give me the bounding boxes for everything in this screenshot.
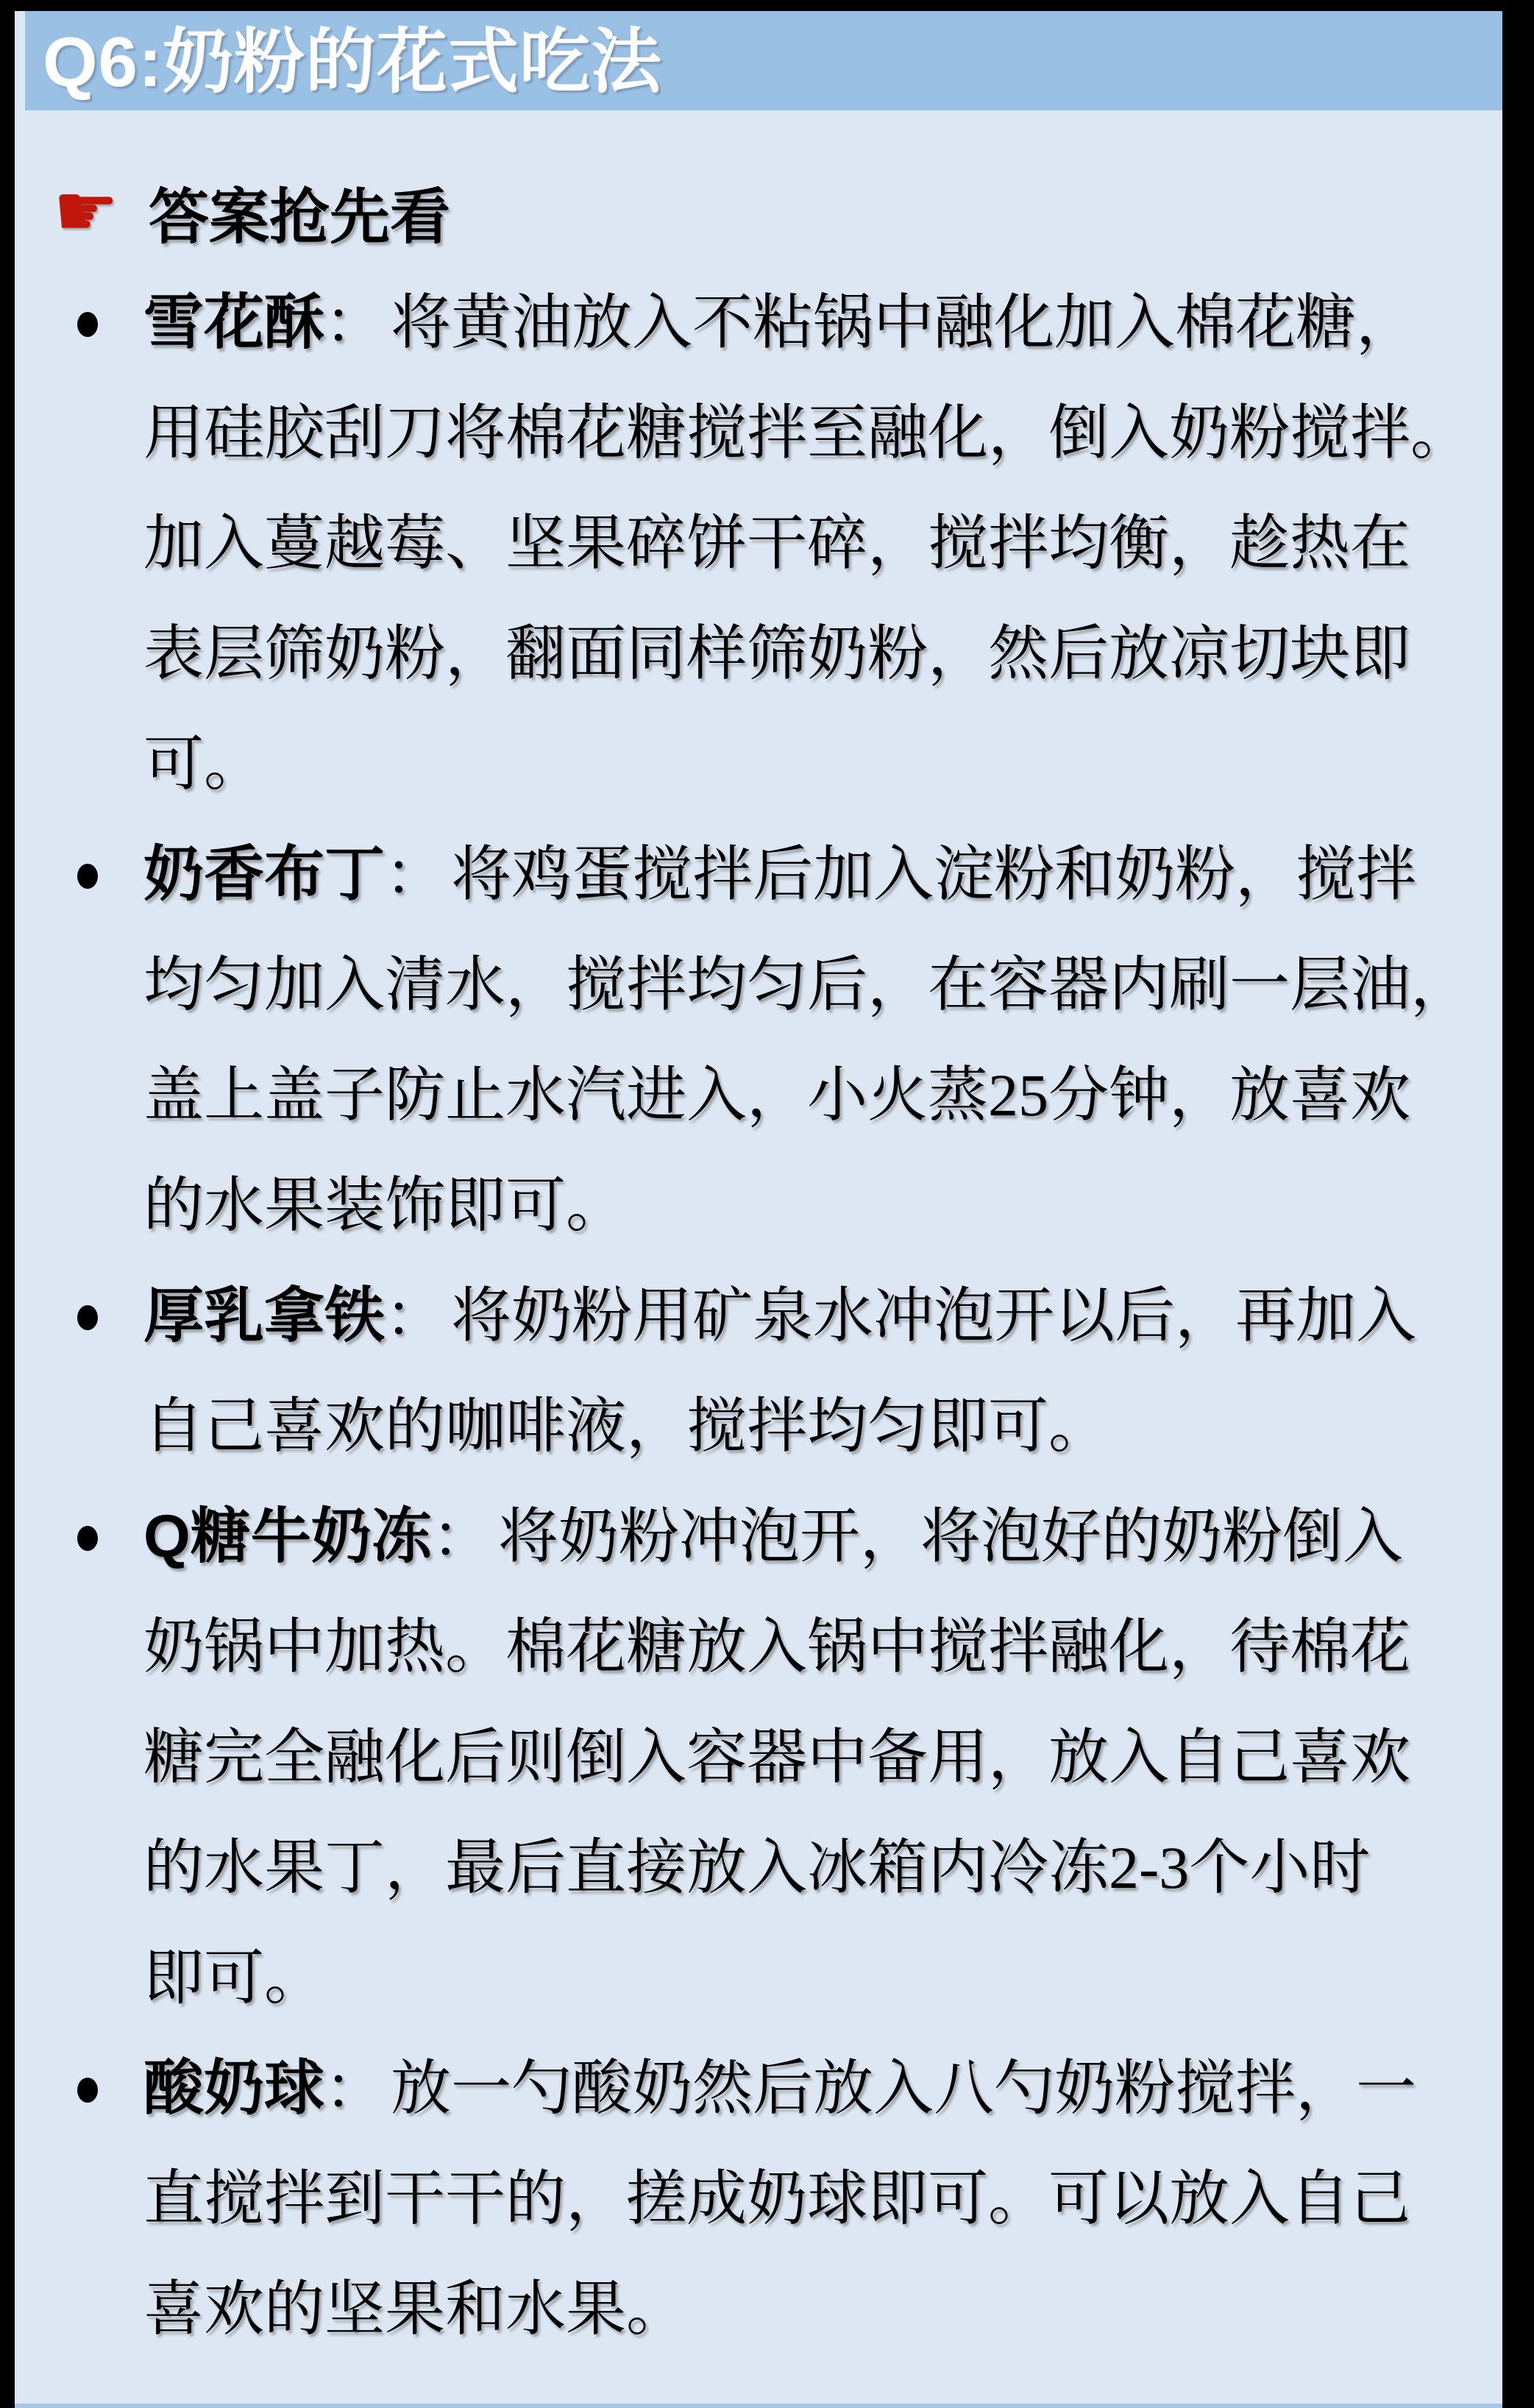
bullet-icon	[77, 1526, 98, 1551]
text-line: 的水果装饰即可。	[143, 1172, 627, 1239]
colon-separator: ：	[324, 2055, 386, 2122]
text-line	[143, 1261, 1502, 1371]
list-item-snowflake-crisp	[15, 268, 1502, 820]
recipe-term: 厚乳拿铁	[143, 1282, 386, 1349]
colon-separator: ：	[385, 841, 446, 908]
bullet-icon	[77, 2078, 98, 2103]
recipe-term: 雪花酥	[143, 289, 325, 356]
text-line: 糖完全融化后则倒入容器中备用，放入自己喜欢	[143, 1724, 1411, 1791]
text-line: 自己喜欢的咖啡液，搅拌均匀即可。	[143, 1393, 1109, 1460]
recipe-text: 将鸡蛋搅拌后加入淀粉和奶粉，搅拌	[451, 841, 1417, 908]
text-line: 奶锅中加热。棉花糖放入锅中搅拌融化，待棉花	[143, 1613, 1411, 1680]
list-item-q-candy-milk-jelly	[15, 1482, 1502, 2034]
recipe-text: 将黄油放入不粘锅中融化加入棉花糖，	[391, 289, 1417, 356]
section-header-bar	[25, 11, 1502, 110]
list-item-thick-milk-latte	[15, 1261, 1502, 1482]
text-line: 表层筛奶粉，翻面同样筛奶粉，然后放凉切块即	[143, 620, 1411, 687]
text-line: 加入蔓越莓、坚果碎饼干碎，搅拌均衡，趁热在	[143, 510, 1411, 577]
next-section-bar-peek	[15, 2404, 1502, 2408]
text-line	[143, 1482, 1502, 1592]
text-line: 用硅胶刮刀将棉花糖搅拌至融化，倒入奶粉搅拌。	[143, 399, 1471, 466]
answer-preview-label: 答案抢先看	[149, 183, 451, 251]
list-item-milk-pudding	[15, 820, 1502, 1261]
colon-separator: ：	[385, 1282, 446, 1349]
text-line: 喜欢的坚果和水果。	[143, 2276, 687, 2343]
text-line	[143, 268, 1502, 378]
recipe-term: 酸奶球	[143, 2055, 325, 2122]
slide-content	[15, 11, 1502, 2408]
recipe-text: 将奶粉用矿泉水冲泡开以后，再加入	[451, 1282, 1417, 1349]
bullet-icon	[77, 864, 98, 889]
text-line: 即可。	[143, 1944, 325, 2011]
recipe-text: 将奶粉冲泡开，将泡好的奶粉倒入	[497, 1503, 1403, 1570]
recipe-list	[15, 268, 1502, 2365]
list-item-yogurt-balls	[15, 2034, 1502, 2365]
colon-separator: ：	[431, 1503, 492, 1570]
text-line	[143, 820, 1502, 930]
bullet-icon	[77, 1305, 98, 1330]
answer-preview-line	[53, 171, 1502, 252]
recipe-term: 奶香布丁	[143, 841, 386, 908]
pointing-hand-icon: ☛	[53, 171, 119, 252]
recipe-term: Q糖牛奶冻	[143, 1503, 432, 1570]
text-line: 直搅拌到干干的，搓成奶球即可。可以放入自己	[143, 2165, 1411, 2232]
colon-separator: ：	[324, 289, 386, 356]
text-line: 均匀加入清水，搅拌均匀后，在容器内刷一层油，	[143, 951, 1471, 1018]
text-line: 盖上盖子防止水汽进入，小火蒸25分钟，放喜欢	[143, 1062, 1411, 1129]
text-line: 可。	[143, 731, 265, 798]
text-line: 的水果丁，最后直接放入冰箱内冷冻2-3个小时	[143, 1834, 1371, 1901]
text-line	[143, 2034, 1502, 2144]
bullet-icon	[77, 312, 98, 337]
recipe-text: 放一勺酸奶然后放入八勺奶粉搅拌，一	[391, 2055, 1417, 2122]
page-title: Q6:奶粉的花式吃法	[43, 23, 663, 102]
